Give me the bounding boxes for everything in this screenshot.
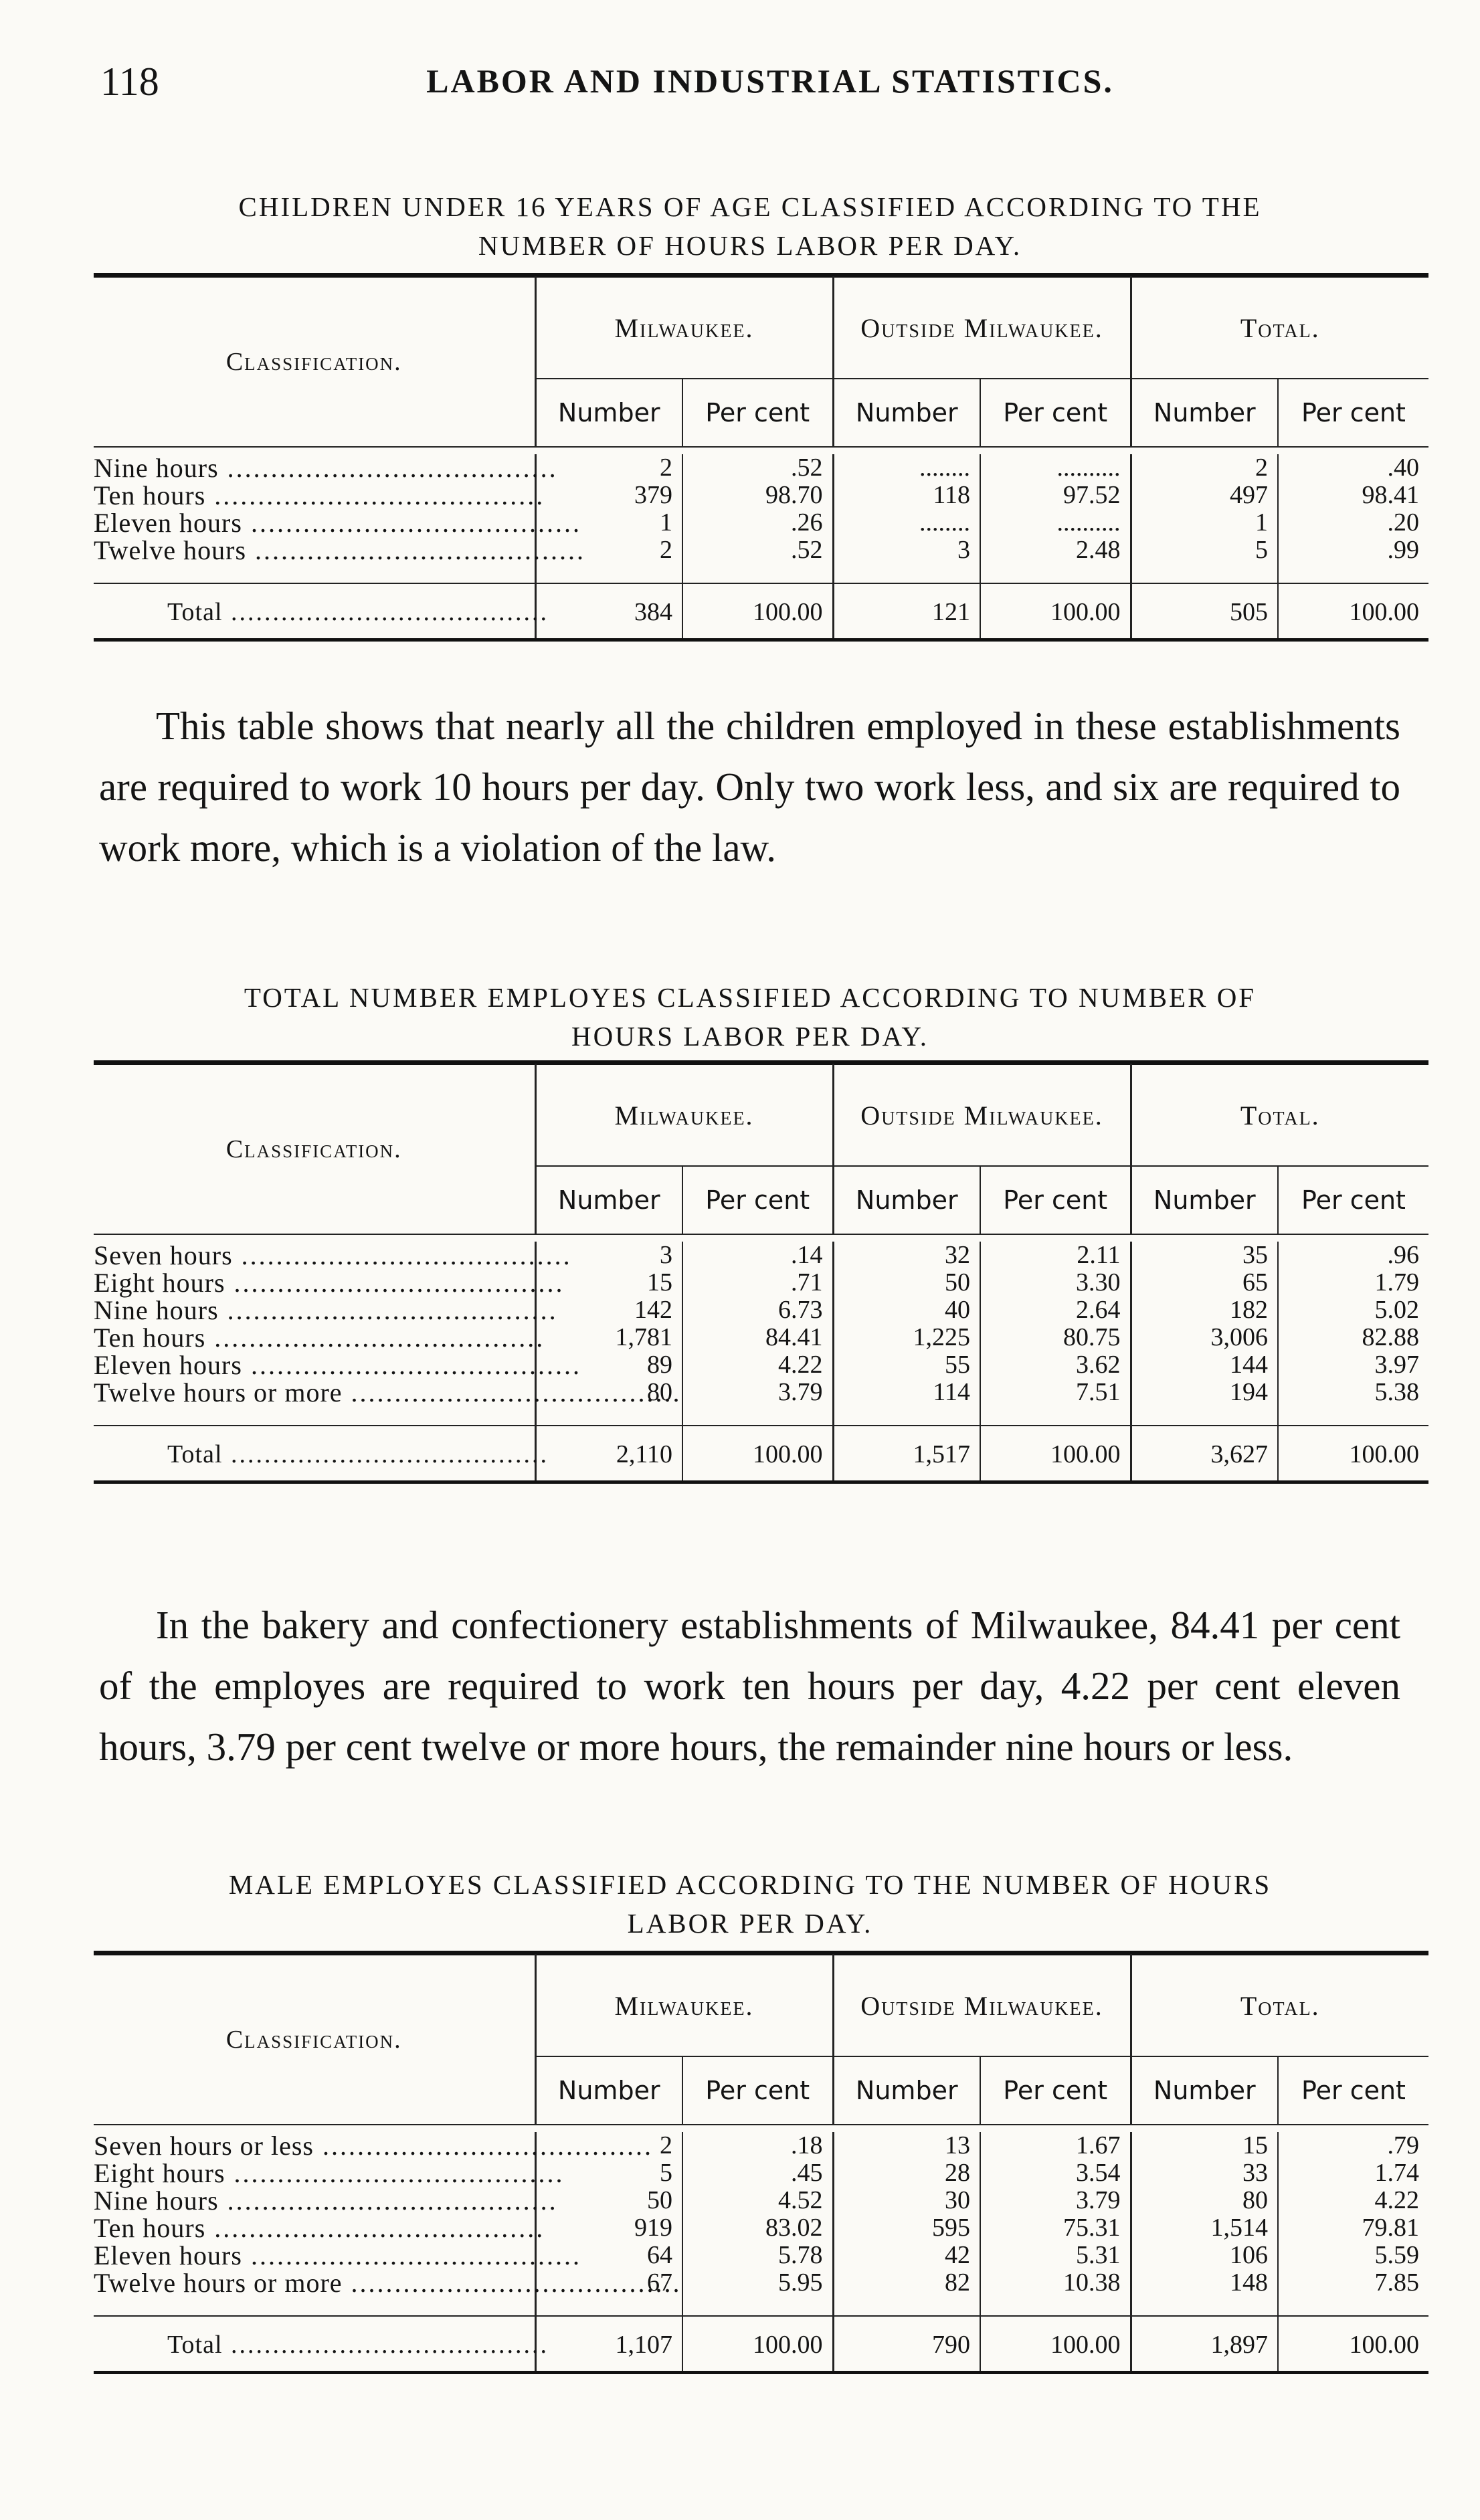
table-row [94, 537, 1428, 564]
cell-tp: .40 [1278, 454, 1428, 482]
row-label: Twelve hours or more ..... [94, 1379, 535, 1406]
cell-op: 97.52 [980, 482, 1131, 509]
cell-op: 1.67 [980, 2132, 1131, 2159]
group-header: Outside Milwaukee. [833, 1064, 1131, 1166]
total-on: 1,517 [833, 1426, 980, 1482]
cell-tp: 79.81 [1278, 2214, 1428, 2242]
page-header [100, 59, 1386, 119]
cell-mp: 83.02 [682, 2214, 833, 2242]
table-row [94, 509, 1428, 537]
number-subheader: Number [535, 2056, 682, 2125]
cell-op: 3.79 [980, 2187, 1131, 2214]
row-label: Nine hours ..... [94, 1296, 535, 1324]
cell-tn: 182 [1131, 1296, 1278, 1324]
table1-caption: CHILDREN UNDER 16 YEARS OF AGE CLASSIFIED ACCORDING TO THE NUMBER OF HOURS LABOR PER DAY. [238, 191, 1262, 261]
table3-caption: MALE EMPLOYES CLASSIFIED ACCORDING TO THE NUMBER OF HOURS LABOR PER DAY. [228, 1869, 1272, 1939]
cell-mn: 2 [535, 2132, 682, 2159]
row-label: Nine hours ..... [94, 2187, 535, 2214]
number-subheader: Number [833, 2056, 980, 2125]
cell-tn: 1,514 [1131, 2214, 1278, 2242]
group-header: Milwaukee. [535, 1064, 833, 1166]
row-label: Eleven hours ..... [94, 1351, 535, 1379]
total-tn: 1,897 [1131, 2316, 1278, 2373]
cell-tp: 5.38 [1278, 1379, 1428, 1406]
cell-on: 30 [833, 2187, 980, 2214]
total-tp: 100.00 [1278, 583, 1428, 640]
percent-subheader: Per cent [682, 1166, 833, 1234]
cell-on: 13 [833, 2132, 980, 2159]
cell-on: 595 [833, 2214, 980, 2242]
percent-subheader: Per cent [1278, 379, 1428, 447]
classification-header: Classification. [225, 348, 402, 376]
cell-mn: 142 [535, 1296, 682, 1324]
percent-subheader: Per cent [682, 2056, 833, 2125]
cell-mp: 5.95 [682, 2269, 833, 2297]
cell-mn: 5 [535, 2159, 682, 2187]
table-row [94, 2187, 1428, 2214]
cell-mn: 67 [535, 2269, 682, 2297]
cell-op: 75.31 [980, 2214, 1131, 2242]
number-subheader: Number [535, 379, 682, 447]
number-subheader: Number [535, 1166, 682, 1234]
table-male-employes-hours [94, 1951, 1428, 2374]
number-subheader: Number [1131, 1166, 1278, 1234]
cell-mp: 4.52 [682, 2187, 833, 2214]
total-tp: 100.00 [1278, 2316, 1428, 2373]
cell-on: 1,225 [833, 1324, 980, 1351]
cell-mn: 64 [535, 2242, 682, 2269]
cell-mn: 2 [535, 537, 682, 564]
cell-mn: 2 [535, 454, 682, 482]
total-mp: 100.00 [682, 2316, 833, 2373]
total-mn: 384 [535, 583, 682, 640]
cell-mp: .52 [682, 537, 833, 564]
paragraph-children: This table shows that nearly all the children employed in these establishments are required to work 10 hours per day. Only two work less, and six are required to work more, which is a violation of the law. [99, 704, 1400, 870]
row-label: Ten hours ..... [94, 2214, 535, 2242]
cell-tn: 106 [1131, 2242, 1278, 2269]
number-subheader: Number [1131, 2056, 1278, 2125]
percent-subheader: Per cent [1278, 2056, 1428, 2125]
cell-on: ........ [833, 454, 980, 482]
total-label: Total ..... [94, 1426, 535, 1482]
cell-tn: 5 [1131, 537, 1278, 564]
total-on: 790 [833, 2316, 980, 2373]
row-label: Eight hours ..... [94, 1269, 535, 1296]
cell-tp: 3.97 [1278, 1351, 1428, 1379]
cell-mp: 3.79 [682, 1379, 833, 1406]
total-row [94, 583, 1428, 640]
cell-tp: 82.88 [1278, 1324, 1428, 1351]
cell-mp: .52 [682, 454, 833, 482]
cell-tn: 35 [1131, 1242, 1278, 1269]
total-mp: 100.00 [682, 1426, 833, 1482]
group-header: Outside Milwaukee. [833, 1955, 1131, 2056]
cell-on: 82 [833, 2269, 980, 2297]
cell-mn: 1,781 [535, 1324, 682, 1351]
group-header: Milwaukee. [535, 1955, 833, 2056]
cell-on: ........ [833, 509, 980, 537]
cell-mn: 50 [535, 2187, 682, 2214]
table-row [94, 1242, 1428, 1269]
cell-tn: 65 [1131, 1269, 1278, 1296]
total-mp: 100.00 [682, 583, 833, 640]
cell-mp: .71 [682, 1269, 833, 1296]
cell-mp: 5.78 [682, 2242, 833, 2269]
table-row [94, 2269, 1428, 2297]
table-row [94, 2214, 1428, 2242]
cell-on: 114 [833, 1379, 980, 1406]
table-row [94, 2132, 1428, 2159]
total-row [94, 2316, 1428, 2373]
classification-header: Classification. [225, 1135, 402, 1163]
cell-tp: .96 [1278, 1242, 1428, 1269]
group-header: Total. [1131, 1064, 1428, 1166]
total-label: Total ..... [94, 2316, 535, 2373]
cell-tn: 144 [1131, 1351, 1278, 1379]
cell-tn: 15 [1131, 2132, 1278, 2159]
cell-tn: 148 [1131, 2269, 1278, 2297]
group-header: Outside Milwaukee. [833, 277, 1131, 379]
cell-tp: 7.85 [1278, 2269, 1428, 2297]
table-row [94, 482, 1428, 509]
cell-mn: 15 [535, 1269, 682, 1296]
cell-tn: 2 [1131, 454, 1278, 482]
cell-mp: .45 [682, 2159, 833, 2187]
row-label: Seven hours ..... [94, 1242, 535, 1269]
row-label: Ten hours ..... [94, 482, 535, 509]
cell-mn: 80 [535, 1379, 682, 1406]
table-row [94, 1269, 1428, 1296]
total-label: Total ..... [94, 583, 535, 640]
cell-tp: .20 [1278, 509, 1428, 537]
cell-tp: .79 [1278, 2132, 1428, 2159]
cell-tp: 98.41 [1278, 482, 1428, 509]
row-label: Twelve hours or more ..... [94, 2269, 535, 2297]
cell-op: 3.30 [980, 1269, 1131, 1296]
cell-tn: 497 [1131, 482, 1278, 509]
row-label: Twelve hours ..... [94, 537, 535, 564]
cell-tp: 5.59 [1278, 2242, 1428, 2269]
page-number: 118 [100, 60, 159, 104]
table2-caption: TOTAL NUMBER EMPLOYES CLASSIFIED ACCORDING TO NUMBER OF HOURS LABOR PER DAY. [244, 982, 1257, 1052]
number-subheader: Number [833, 379, 980, 447]
row-label: Eleven hours ..... [94, 509, 535, 537]
cell-on: 42 [833, 2242, 980, 2269]
cell-mn: 379 [535, 482, 682, 509]
table-children-hours [94, 273, 1428, 642]
percent-subheader: Per cent [1278, 1166, 1428, 1234]
cell-tn: 33 [1131, 2159, 1278, 2187]
cell-mp: 84.41 [682, 1324, 833, 1351]
cell-op: 5.31 [980, 2242, 1131, 2269]
cell-mn: 1 [535, 509, 682, 537]
running-title: LABOR AND INDUSTRIAL STATISTICS. [426, 62, 1114, 100]
total-op: 100.00 [980, 2316, 1131, 2373]
cell-op: 3.54 [980, 2159, 1131, 2187]
cell-on: 32 [833, 1242, 980, 1269]
total-mn: 2,110 [535, 1426, 682, 1482]
cell-op: 10.38 [980, 2269, 1131, 2297]
cell-op: 2.11 [980, 1242, 1131, 1269]
percent-subheader: Per cent [980, 379, 1131, 447]
group-header: Milwaukee. [535, 277, 833, 379]
cell-op: 2.48 [980, 537, 1131, 564]
cell-tp: 4.22 [1278, 2187, 1428, 2214]
group-header: Total. [1131, 277, 1428, 379]
table-row [94, 1296, 1428, 1324]
cell-on: 55 [833, 1351, 980, 1379]
table-row [94, 1351, 1428, 1379]
table-row [94, 1379, 1428, 1406]
cell-mp: .26 [682, 509, 833, 537]
cell-mp: 4.22 [682, 1351, 833, 1379]
cell-op: 80.75 [980, 1324, 1131, 1351]
cell-mp: .14 [682, 1242, 833, 1269]
cell-mp: .18 [682, 2132, 833, 2159]
cell-tn: 3,006 [1131, 1324, 1278, 1351]
cell-tp: 5.02 [1278, 1296, 1428, 1324]
paragraph-bakery: In the bakery and confectionery establishments of Milwaukee, 84.41 per cent of the employes are required to work ten hours per day, 4.22 per cent eleven hours, 3.79 per cent twelve or more hours, the remainder nine hours or less. [99, 1603, 1400, 1769]
cell-tn: 1 [1131, 509, 1278, 537]
row-label: Eight hours ..... [94, 2159, 535, 2187]
classification-header: Classification. [225, 2026, 402, 2054]
percent-subheader: Per cent [980, 2056, 1131, 2125]
cell-tp: 1.79 [1278, 1269, 1428, 1296]
total-tn: 3,627 [1131, 1426, 1278, 1482]
cell-op: 2.64 [980, 1296, 1131, 1324]
total-row [94, 1426, 1428, 1482]
cell-on: 118 [833, 482, 980, 509]
total-tp: 100.00 [1278, 1426, 1428, 1482]
total-op: 100.00 [980, 1426, 1131, 1482]
total-op: 100.00 [980, 583, 1131, 640]
total-on: 121 [833, 583, 980, 640]
cell-mn: 89 [535, 1351, 682, 1379]
cell-tn: 80 [1131, 2187, 1278, 2214]
row-label: Nine hours ..... [94, 454, 535, 482]
row-label: Ten hours ..... [94, 1324, 535, 1351]
row-label: Eleven hours ..... [94, 2242, 535, 2269]
cell-on: 50 [833, 1269, 980, 1296]
cell-mn: 3 [535, 1242, 682, 1269]
table-row [94, 2159, 1428, 2187]
total-tn: 505 [1131, 583, 1278, 640]
table-row [94, 2242, 1428, 2269]
cell-on: 3 [833, 537, 980, 564]
percent-subheader: Per cent [682, 379, 833, 447]
cell-on: 40 [833, 1296, 980, 1324]
percent-subheader: Per cent [980, 1166, 1131, 1234]
cell-tp: .99 [1278, 537, 1428, 564]
cell-mn: 919 [535, 2214, 682, 2242]
group-header: Total. [1131, 1955, 1428, 2056]
cell-op: .......... [980, 509, 1131, 537]
number-subheader: Number [833, 1166, 980, 1234]
number-subheader: Number [1131, 379, 1278, 447]
cell-op: .......... [980, 454, 1131, 482]
cell-tn: 194 [1131, 1379, 1278, 1406]
cell-mp: 6.73 [682, 1296, 833, 1324]
cell-mp: 98.70 [682, 482, 833, 509]
row-label: Seven hours or less ..... [94, 2132, 535, 2159]
table-row [94, 1324, 1428, 1351]
table-total-employes-hours [94, 1060, 1428, 1484]
total-mn: 1,107 [535, 2316, 682, 2373]
table-row [94, 454, 1428, 482]
cell-op: 7.51 [980, 1379, 1131, 1406]
cell-on: 28 [833, 2159, 980, 2187]
cell-op: 3.62 [980, 1351, 1131, 1379]
cell-tp: 1.74 [1278, 2159, 1428, 2187]
